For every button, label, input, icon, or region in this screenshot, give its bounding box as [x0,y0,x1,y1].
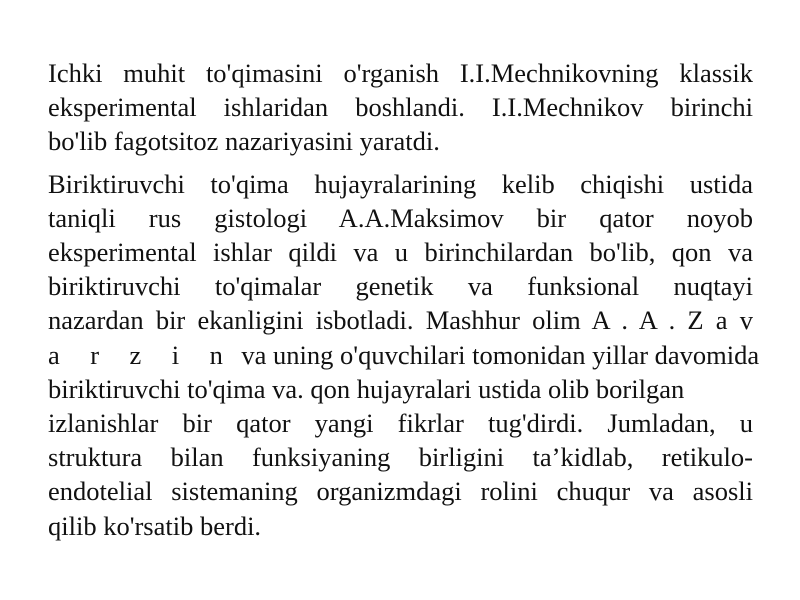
text-line: eksperimental ishlaridan boshlandi. I.I.Mechnikov birinchi [48,92,753,123]
text-line: taniqli rus gistologi A.A.Maksimov bir qator noyob [48,202,753,233]
document-page [48,56,760,543]
text-line [48,338,760,372]
text-line: biriktiruvchi to'qimalar genetik va funksional nuqtayi [48,271,753,302]
text-line: endotelial sistemaning organizmdagi rolini chuqur va asosli [48,476,753,507]
text-line: biriktiruvchi to'qima va. qon hujayralari ustida olib borilgan [48,373,685,404]
text-line: bo'lib fagotsitoz nazariyasini yaratdi. [48,126,440,157]
text-fragment: nazardan bir ekanligini isbotladi. Mashhur olim [48,305,581,336]
text-line: qilib ko'rsatib berdi. [48,510,262,541]
text-line: izlanishlar bir qator yangi fikrlar tug'dirdi. Jumladan, u [48,408,753,439]
text-line [48,303,753,337]
text-fragment: va uning o'quvchilari tomonidan yillar davomida [241,339,760,370]
text-line: struktura bilan funksiyaning birligini ta’kidlab, retikulo- [48,442,753,473]
paragraph-1 [48,56,753,159]
text-line: Biriktiruvchi to'qima hujayralarining kelib chiqishi ustida [48,168,753,199]
name-spaced: a r z i n [48,339,235,370]
name-spaced: A . A . Z a v [591,305,754,336]
text-line: Ichki muhit to'qimasini o'rganish I.I.Mechnikovning klassik [48,58,753,88]
text-line: eksperimental ishlar qildi va u birinchilardan bo'lib, qon va [48,237,753,268]
paragraph-2 [48,167,760,543]
